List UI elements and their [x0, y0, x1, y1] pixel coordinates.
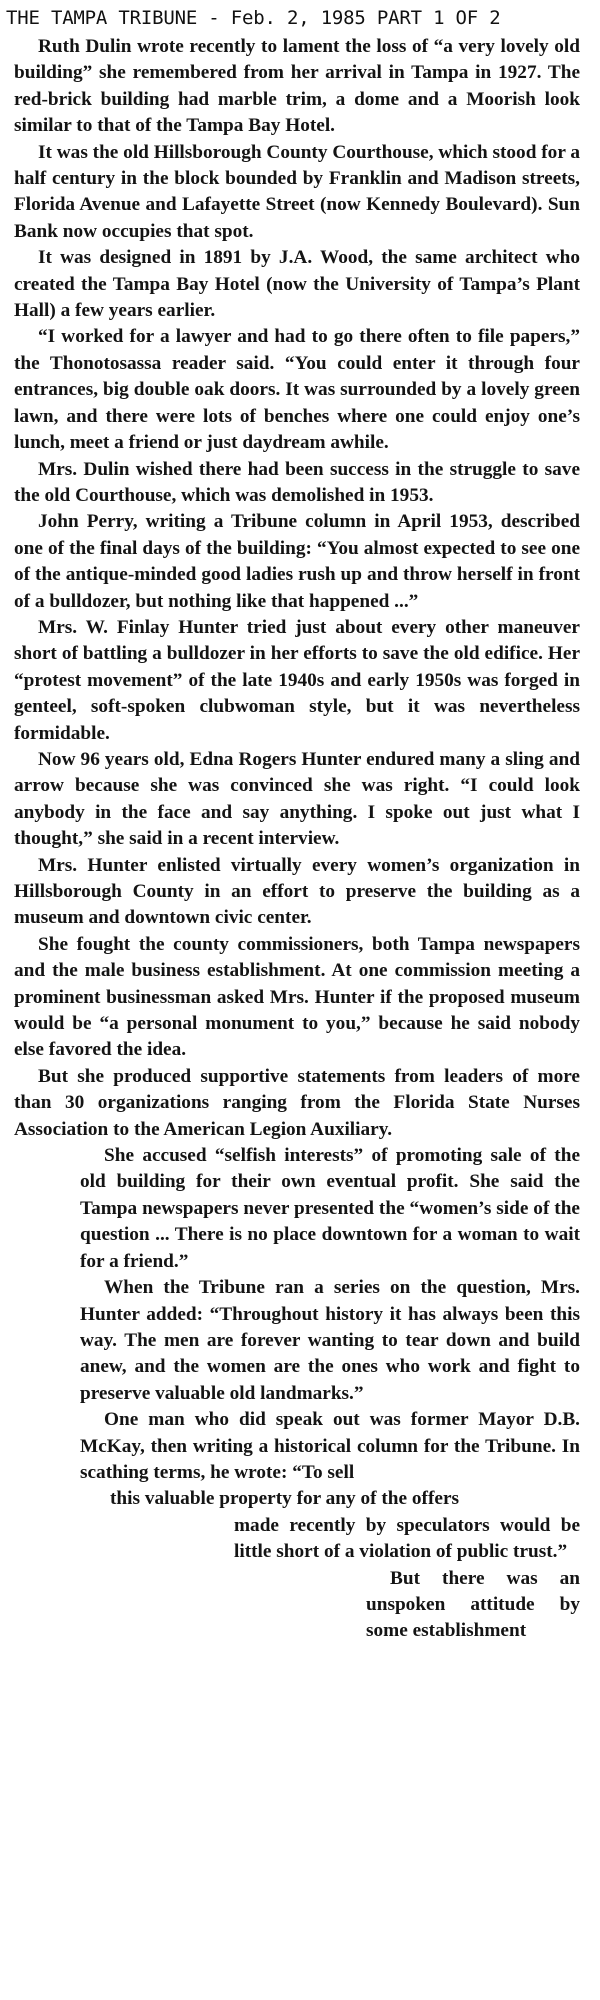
- article-line: made recently by speculators would be little short of a violation of public trust.”: [234, 1514, 580, 1563]
- article-paragraph: She accused “selfish interests” of promoting sale of the old building for their own eventual profit. She said the Tampa newspapers never presented the “women’s side of the question ... There is no place downtown for a woman to wait for a friend.”: [80, 1145, 580, 1272]
- article-line: this valuable property for any of the offers: [110, 1488, 460, 1510]
- article-paragraph: Ruth Dulin wrote recently to lament the loss of “a very lovely old building” she remembered from her arrival in Tampa in 1927. The red-brick building had marble trim, a dome and a Moorish look similar to that of the Tampa Bay Hotel.: [14, 36, 580, 137]
- article-paragraph: Mrs. Hunter enlisted virtually every women’s organization in Hillsborough County in an effort to preserve the building as a museum and downtown civic center.: [14, 854, 580, 929]
- article-paragraph: It was designed in 1891 by J.A. Wood, the same architect who created the Tampa Bay Hotel (now the University of Tampa’s Plant Hall) a few years earlier.: [14, 247, 580, 322]
- article-paragraph: “I worked for a lawyer and had to go there often to file papers,” the Thonotosassa reader said. “You could enter it through four entrances, big double oak doors. It was surrounded by a lovely green lawn, and there were lots of benches where one could enjoy one’s lunch, meet a friend or just daydream awhile.: [14, 326, 580, 454]
- article-paragraph: Now 96 years old, Edna Rogers Hunter endured many a sling and arrow because she was convinced she was right. “I could look anybody in the face and say anything. I spoke out just what I thought,” she said in a recent interview.: [14, 748, 580, 850]
- article-paragraph: It was the old Hillsborough County Courthouse, which stood for a half century in the block bounded by Franklin and Madison streets, Florida Avenue and Lafayette Street (now Kennedy Boulevard). Sun Bank now occupies that spot.: [14, 141, 580, 242]
- article-paragraph: She fought the county commissioners, both Tampa newspapers and the male business establishment. At one commission meeting a prominent businessman asked Mrs. Hunter if the proposed museum would be “a personal monument to you,” because he said nobody else favored the idea.: [14, 933, 580, 1061]
- page-header: THE TAMPA TRIBUNE - Feb. 2, 1985 PART 1 OF 2: [6, 7, 501, 29]
- article-paragraph: John Perry, writing a Tribune column in April 1953, described one of the final days of the building: “You almost expected to see one of the antique-minded good ladies rush up and throw herself in front of a bulldozer, but nothing like that happened ...”: [14, 511, 580, 612]
- article-paragraph: But there was an unspoken attitude by some establishment: [366, 1567, 580, 1642]
- article-paragraph: When the Tribune ran a series on the question, Mrs. Hunter added: “Throughout history it has always been this way. The men are forever wanting to tear down and build anew, and the women are the ones who work and fight to preserve valuable old landmarks.”: [80, 1277, 580, 1404]
- article-paragraph: One man who did speak out was former Mayor D.B. McKay, then writing a historical column for the Tribune. In scathing terms, he wrote: “To sell: [80, 1409, 580, 1483]
- article-paragraph: Mrs. Dulin wished there had been success in the struggle to save the old Courthouse, which was demolished in 1953.: [14, 458, 580, 506]
- article-paragraph: Mrs. W. Finlay Hunter tried just about every other maneuver short of battling a bulldozer in her efforts to save the old edifice. Her “protest movement” of the late 1940s and early 1950s was forged in genteel, soft-spoken clubwoman style, but it was nevertheless formidable.: [14, 616, 580, 744]
- article-body: [14, 34, 580, 1645]
- article-paragraph: But she produced supportive statements from leaders of more than 30 organizations ranging from the Florida State Nurses Association to the American Legion Auxiliary.: [14, 1065, 580, 1140]
